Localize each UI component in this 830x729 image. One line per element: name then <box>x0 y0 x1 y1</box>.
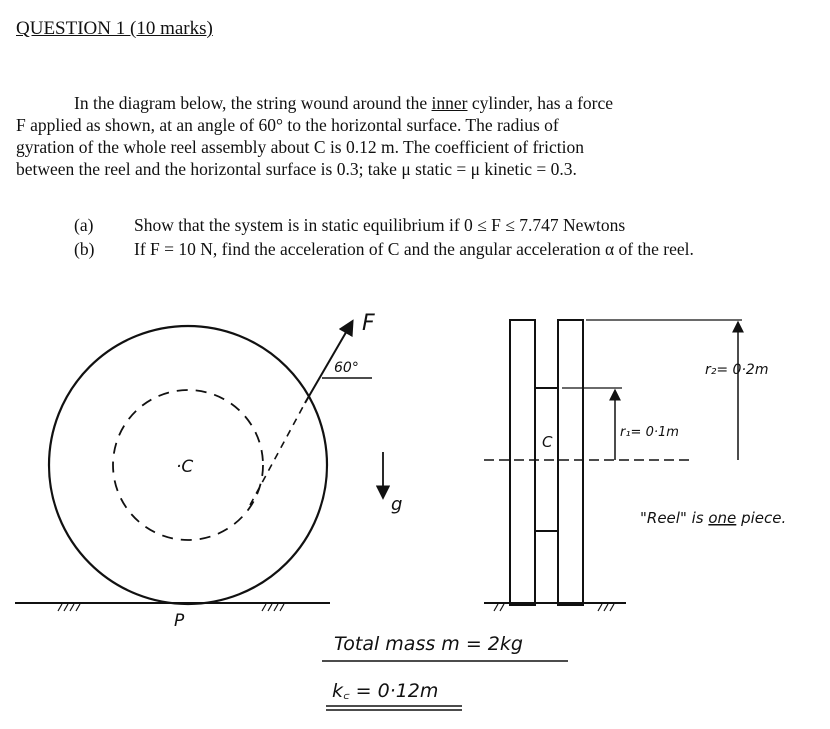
side-center-label: C <box>542 433 553 451</box>
left-flange <box>510 320 535 605</box>
radius-gyration-label: k꜀ = 0·12m <box>332 680 439 702</box>
part-b-text: If F = 10 N, find the acceleration of C and the angular acceleration α of the reel. <box>134 239 694 259</box>
question-title: QUESTION 1 (10 marks) <box>16 18 213 39</box>
statement-line-2: F applied as shown, at an angle of 60° to the horizontal surface. The radius of <box>16 115 559 135</box>
inner-underlined: inner <box>431 93 468 113</box>
gravity-label: g <box>391 494 403 515</box>
reel-note: "Reel" is one piece. <box>640 509 787 527</box>
ground-hatch-right <box>262 604 284 611</box>
right-flange <box>558 320 583 605</box>
r2-label: r₂= 0·2m <box>705 362 769 378</box>
total-mass-label: Total mass m = 2kg <box>334 633 523 655</box>
r1-label: r₁= 0·1m <box>620 425 679 440</box>
force-label: F <box>362 311 375 336</box>
statement-line-1: In the diagram below, the string wound around the inner cylinder, has a force <box>74 93 614 113</box>
center-label: ·C <box>176 457 194 477</box>
angle-label: 60° <box>334 360 359 376</box>
statement-line-3: gyration of the whole reel assembly about C is 0.12 m. The coefficient of friction <box>16 137 584 157</box>
reel-side-view <box>510 320 583 605</box>
ground-hatch-left <box>58 604 80 611</box>
part-a-text: Show that the system is in static equilibrium if 0 ≤ F ≤ 7.747 Newtons <box>134 215 626 235</box>
contact-point-label: P <box>174 611 185 631</box>
statement-line-4: between the reel and the horizontal surface is 0.3; take μ static = μ kinetic = 0.3. <box>16 159 577 179</box>
part-b-label: (b) <box>74 239 95 259</box>
string-line <box>250 403 305 505</box>
part-a-label: (a) <box>74 215 94 235</box>
